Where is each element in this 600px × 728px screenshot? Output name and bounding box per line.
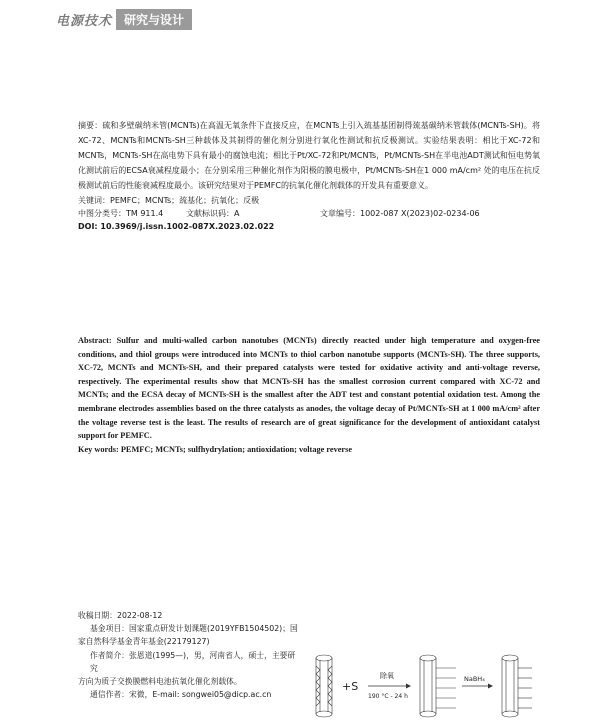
reagent-label: NaBH₄ bbox=[464, 675, 485, 683]
cn-keywords: 关键词：PEMFC；MCNTs；巯基化；抗氧化；反极 bbox=[78, 196, 260, 205]
classification-row bbox=[78, 208, 540, 220]
fund-line-2: 家自然科学基金青年基金(22179127) bbox=[78, 637, 210, 647]
contact-author: 通信作者：宋微，E-mail: songwei05@dicp.ac.cn bbox=[90, 690, 272, 700]
thiol-tube-icon bbox=[502, 655, 532, 717]
cn-abstract-body: 摘要：硫和多壁碳纳米管(MCNTs)在高温无氧条件下直接反应，在MCNTs上引入巯基基团制得巯基碳纳米管载体(MCNTs-SH)。将XC-72、MCNTs和MCNTs-SH三种载体及其制得的催化剂分别进行氧化性测试和抗反极测试。实验结果表明：相比于XC-72和MCNTs，MCNTs-SH在高电势下具有最小的腐蚀电流；相比于Pt/XC-72和Pt/MCNTs，Pt/MCNTs-SH在半电池ADT测试和恒电势氧化测试前后的ECSA衰减程度最小；在分别采用三种催化剂作为阳极的膜电极中，Pt/MCNTs-SH在1 000 mA/cm² 处的电压在抗反极测试前后的性能衰减程度最小。该研究结果对于PEMFC的抗氧化催化剂载体的开发具有重要意义。 bbox=[78, 121, 540, 190]
condition-top-label: 除氧 bbox=[380, 672, 394, 680]
scheme-svg bbox=[306, 648, 556, 722]
author-line-2: 方向为质子交换膜燃料电池抗氧化催化剂载体。 bbox=[78, 677, 242, 687]
classification-number: 中图分类号：TM 911.4 bbox=[78, 209, 164, 218]
arrow-2-head-icon bbox=[488, 684, 493, 689]
chinese-abstract bbox=[78, 118, 540, 233]
fund-line-1: 基金项目：国家重点研发计划课题(2019YFB1504502)；国 bbox=[90, 624, 298, 634]
english-abstract bbox=[78, 334, 540, 456]
author-line-1: 作者简介：张恩道(1995—)，男，河南省人，硕士，主要研究 bbox=[90, 650, 296, 673]
journal-name: 电源技术 bbox=[56, 13, 113, 29]
mcnt-tube-icon bbox=[316, 655, 332, 717]
synthesis-scheme bbox=[306, 648, 556, 722]
footnotes bbox=[78, 609, 303, 701]
document-code: 文献标识码：A bbox=[186, 209, 240, 218]
doi: DOI: 10.3969/j.issn.1002-087X.2023.02.022 bbox=[78, 222, 275, 231]
en-keywords: Key words: PEMFC; MCNTs; sulfhydrylation; antioxidation; voltage reverse bbox=[78, 444, 353, 454]
condition-bottom-label: 190 °C - 24 h bbox=[368, 693, 408, 700]
plus-sulfur-label: +S bbox=[342, 680, 359, 693]
section-tag: 研究与设计 bbox=[116, 9, 192, 30]
article-number: 文章编号：1002-087 X(2023)02-0234-06 bbox=[320, 209, 480, 218]
arrow-1-head-icon bbox=[406, 684, 411, 689]
received-date: 收稿日期：2022-08-12 bbox=[78, 611, 163, 620]
en-abstract-body: Abstract: Sulfur and multi-walled carbon nanotubes (MCNTs) directly reacted under high temperature and oxygen-free conditions, and thiol groups were introduced into MCNTs to thiol carbon nanotube supports (MCNTs-SH). The three supports, XC-72, MCNTs and MCNTs-SH, and their prepared catalysts were tested for oxidative activity and anti-voltage reverse, respectively. The experimental results show that MCNTs-SH has the smallest corrosion current compared with XC-72 and MCNTs; and the ECSA decay of MCNTs-SH is the smallest after the ADT test and constant potential oxidation test. Among the membrane electrodes assemblies based on the three catalysts as anodes, the voltage decay of Pt/MCNTs-SH at 1 000 mA/cm² after the voltage reverse test is the least. The results of research are of great significance for the development of antioxidant catalyst support for PEMFC. bbox=[78, 336, 540, 441]
sulfurized-tube-icon bbox=[420, 655, 456, 717]
journal-header bbox=[56, 8, 192, 30]
